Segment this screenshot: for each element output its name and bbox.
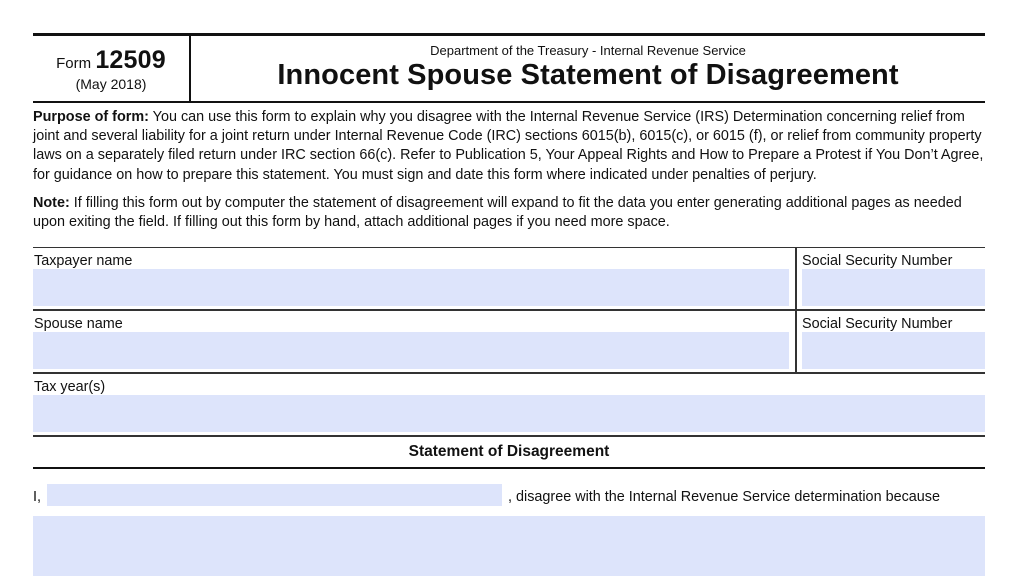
tax-years-row	[33, 374, 985, 437]
spouse-ssn-label: Social Security Number	[802, 316, 953, 333]
statement-heading: Statement of Disagreement	[33, 437, 985, 469]
purpose-paragraph	[33, 108, 985, 185]
form-identifier	[33, 36, 191, 101]
note-paragraph	[33, 194, 985, 232]
form-title: Innocent Spouse Statement of Disagreement	[277, 59, 899, 91]
form-number: 12509	[95, 46, 166, 74]
form-12509	[33, 33, 985, 576]
form-label: Form	[56, 55, 92, 72]
identity-fields	[33, 247, 985, 437]
spouse-ssn-input[interactable]	[802, 332, 985, 369]
tax-years-label: Tax year(s)	[34, 379, 106, 396]
spouse-ssn-cell	[795, 311, 985, 372]
note-text: If filling this form out by computer the statement of disagreement will expand to fit the data you enter generating additional pages as needed upon exiting the field. If filling out this form by hand, attach additional pages if you need more space.	[33, 194, 962, 231]
tax-years-cell	[33, 374, 985, 435]
statement-suffix: , disagree with the Internal Revenue Service determination because	[508, 489, 940, 506]
statement-intro-line	[33, 484, 985, 508]
taxpayer-ssn-cell	[795, 248, 985, 309]
taxpayer-name-cell	[33, 248, 795, 309]
spouse-name-input[interactable]	[33, 332, 789, 369]
statement-reason-textarea[interactable]	[33, 516, 985, 576]
form-revision: (May 2018)	[75, 76, 147, 92]
purpose-label: Purpose of form:	[33, 109, 149, 125]
agency-name: Department of the Treasury - Internal Revenue Service	[430, 43, 746, 58]
title-block	[191, 36, 985, 101]
taxpayer-row	[33, 248, 985, 311]
taxpayer-name-input[interactable]	[33, 269, 789, 306]
form-header	[33, 33, 985, 103]
taxpayer-ssn-input[interactable]	[802, 269, 985, 306]
purpose-text: You can use this form to explain why you disagree with the Internal Revenue Service (IRS) Determination concerning relief from joint and several liability for a joint return under Internal Revenue Code (IRC) sections 6015(b), 6015(c), or 6015 (f), or relief from community property laws on a separately filed return under IRC section 66(c). Refer to Publication 5, Your Appeal Rights and How to Prepare a Protest if You Don’t Agree, for guidance on how to prepare this statement. You must sign and date this form where indicated under penalties of perjury.	[33, 109, 984, 183]
taxpayer-ssn-label: Social Security Number	[802, 253, 953, 270]
statement-name-input[interactable]	[47, 484, 502, 506]
tax-years-input[interactable]	[33, 395, 985, 432]
statement-prefix: I,	[33, 489, 41, 506]
spouse-name-cell	[33, 311, 795, 372]
note-label: Note:	[33, 194, 70, 211]
taxpayer-name-label: Taxpayer name	[34, 253, 133, 270]
spouse-name-label: Spouse name	[34, 316, 123, 333]
spouse-row	[33, 311, 985, 374]
